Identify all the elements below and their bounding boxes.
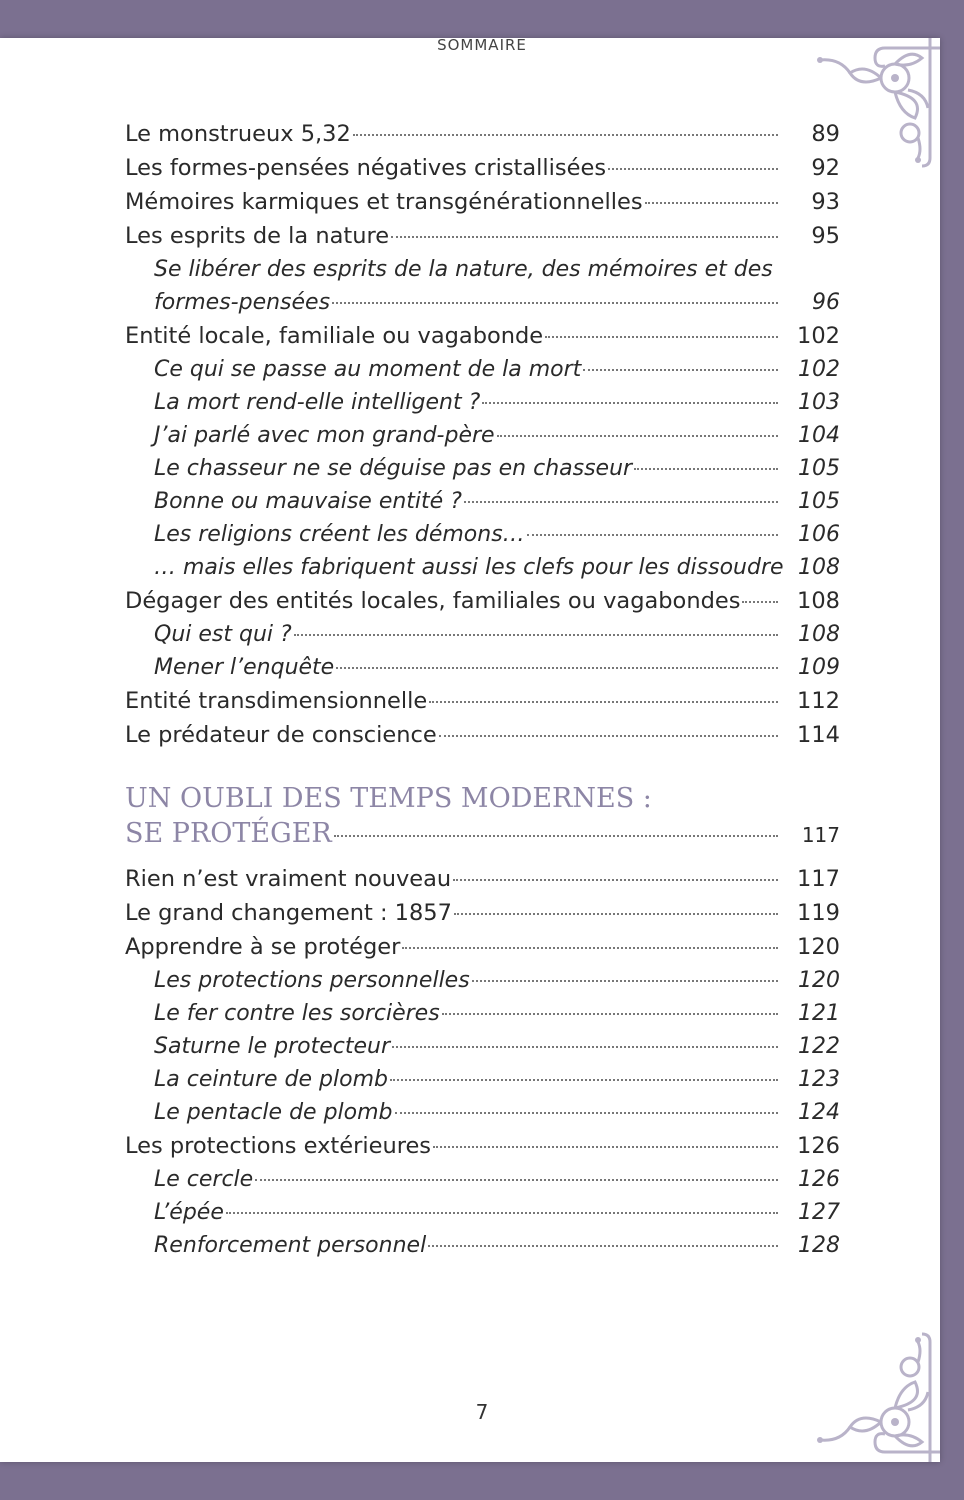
toc-entry-page: 108 — [798, 555, 840, 580]
toc-entry-title: Dégager des entités locales, familiales ou vagabondes — [125, 588, 741, 614]
toc-entry-page: 124 — [798, 1100, 840, 1125]
table-of-contents — [125, 117, 840, 1262]
toc-entry-page: 127 — [798, 1200, 840, 1225]
dot-leader — [472, 980, 778, 982]
dot-leader — [583, 369, 778, 371]
toc-entry-page: 89 — [811, 121, 840, 147]
dot-leader — [402, 947, 778, 949]
toc-entry-title: J’ai parlé avec mon grand-père — [154, 423, 495, 448]
toc-entry-title: Le grand changement : 1857 — [125, 900, 452, 926]
toc-entry-page: 119 — [797, 900, 840, 926]
toc-entry — [125, 684, 840, 718]
part-heading — [125, 782, 840, 852]
toc-entry — [125, 518, 840, 551]
toc-entry-page: 105 — [798, 489, 840, 514]
toc-entry-title: Mener l’enquête — [154, 655, 335, 680]
toc-entry-page: 126 — [798, 1167, 840, 1192]
toc-entry-page: 102 — [798, 357, 840, 382]
toc-entry-title: Le monstrueux 5,32 — [125, 121, 351, 147]
dot-leader — [429, 701, 778, 703]
toc-entry — [125, 651, 840, 684]
toc-entry-page: 109 — [798, 655, 840, 680]
dot-leader — [634, 468, 778, 470]
dot-leader — [334, 835, 778, 837]
dot-leader — [608, 168, 778, 170]
toc-entry — [125, 551, 840, 584]
toc-entry-title: Bonne ou mauvaise entité ? — [154, 489, 462, 514]
toc-entry — [125, 1063, 840, 1096]
toc-entry-page: 114 — [797, 722, 840, 748]
toc-entry-title: Les religions créent les démons… — [154, 522, 525, 547]
dot-leader — [332, 302, 778, 304]
toc-entry — [125, 485, 840, 518]
page-number: 7 — [475, 1400, 489, 1424]
toc-entry-title: … mais elles fabriquent aussi les clefs pour les dissoudre — [154, 555, 784, 580]
dot-leader — [433, 1146, 778, 1148]
toc-entry — [125, 452, 840, 485]
toc-entry-page: 126 — [797, 1133, 840, 1159]
toc-entry-title: L’épée — [154, 1200, 224, 1225]
dot-leader — [294, 634, 778, 636]
toc-entry — [125, 1030, 840, 1063]
dot-leader — [390, 1079, 778, 1081]
toc-entry — [125, 997, 840, 1030]
part-heading-line: UN OUBLI DES TEMPS MODERNES : — [125, 783, 652, 814]
toc-entry — [125, 618, 840, 651]
toc-entry — [125, 151, 840, 185]
toc-entry — [125, 185, 840, 219]
dot-leader — [454, 913, 778, 915]
dot-leader — [453, 879, 778, 881]
dot-leader — [497, 435, 778, 437]
toc-entry-title: Entité locale, familiale ou vagabonde — [125, 323, 544, 349]
toc-entry — [125, 286, 840, 319]
dot-leader — [392, 1046, 778, 1048]
toc-entry-title: Apprendre à se protéger — [125, 934, 401, 960]
dot-leader — [336, 667, 778, 669]
toc-entry-page: 108 — [798, 622, 840, 647]
toc-entry-page: 122 — [798, 1034, 840, 1059]
toc-entry-title: Qui est qui ? — [154, 622, 292, 647]
toc-entry — [125, 862, 840, 896]
toc-entry-page: 92 — [811, 155, 840, 181]
toc-entry-page: 93 — [811, 189, 840, 215]
toc-entry-page: 95 — [811, 223, 840, 249]
toc-entry-title: Les formes-pensées négatives cristallisées — [125, 155, 607, 181]
toc-entry-page: 121 — [798, 1001, 840, 1026]
dot-leader — [742, 601, 778, 603]
toc-entry — [125, 1163, 840, 1196]
running-head: SOMMAIRE — [437, 36, 527, 54]
dot-leader — [482, 402, 778, 404]
toc-entry — [125, 896, 840, 930]
toc-entry-page: 105 — [798, 456, 840, 481]
toc-entry — [125, 353, 840, 386]
dot-leader — [545, 336, 778, 338]
toc-entry — [125, 1196, 840, 1229]
toc-group — [125, 319, 840, 752]
toc-entry — [125, 1229, 840, 1262]
toc-entry-page: 104 — [798, 423, 840, 448]
toc-entry-title: Rien n’est vraiment nouveau — [125, 866, 452, 892]
toc-entry — [125, 584, 840, 618]
toc-group — [125, 862, 840, 1262]
toc-entry-title: Ce qui se passe au moment de la mort — [154, 357, 582, 382]
toc-entry-page: 120 — [797, 934, 840, 960]
toc-entry — [125, 1096, 840, 1129]
toc-entry-title: Le pentacle de plomb — [154, 1100, 393, 1125]
toc-entry-line: Se libérer des esprits de la nature, des mémoires et des — [154, 257, 773, 282]
dot-leader — [428, 1245, 778, 1247]
toc-group — [125, 117, 840, 253]
toc-entry-title: Mémoires karmiques et transgénérationnelles — [125, 189, 643, 215]
toc-entry-page: 128 — [798, 1233, 840, 1258]
toc-entry — [125, 816, 840, 852]
toc-entry-page: 120 — [798, 968, 840, 993]
dot-leader — [527, 534, 778, 536]
toc-entry-title: Les protections extérieures — [125, 1133, 432, 1159]
toc-entry-title: Le prédateur de conscience — [125, 722, 437, 748]
toc-entry-page: 102 — [797, 323, 840, 349]
toc-entry — [125, 386, 840, 419]
toc-entry-page: 96 — [812, 290, 840, 315]
dot-leader — [645, 202, 778, 204]
toc-entry — [125, 964, 840, 997]
toc-entry-page: 103 — [798, 390, 840, 415]
toc-entry — [125, 718, 840, 752]
dot-leader — [391, 236, 778, 238]
toc-entry-title: Saturne le protecteur — [154, 1034, 391, 1059]
filigree-corner-ornament-icon — [790, 1332, 940, 1462]
dot-leader — [439, 735, 778, 737]
toc-entry-page: 123 — [798, 1067, 840, 1092]
dot-leader — [353, 134, 778, 136]
toc-entry-title: Entité transdimensionnelle — [125, 688, 428, 714]
toc-entry-title: formes-pensées — [154, 290, 331, 315]
dot-leader — [464, 501, 778, 503]
toc-entry-page: 106 — [798, 522, 840, 547]
toc-entry-title: Le chasseur ne se déguise pas en chasseur — [154, 456, 633, 481]
toc-entry — [125, 419, 840, 452]
dot-leader — [226, 1212, 778, 1214]
dot-leader — [255, 1179, 778, 1181]
toc-entry-title: Renforcement personnel — [154, 1233, 427, 1258]
toc-entry-page: 112 — [797, 688, 840, 714]
toc-entry-page: 108 — [797, 588, 840, 614]
toc-entry-title: Le cercle — [154, 1167, 254, 1192]
toc-entry-title: Le fer contre les sorcières — [154, 1001, 440, 1026]
toc-entry-title: La ceinture de plomb — [154, 1067, 388, 1092]
toc-entry — [125, 219, 840, 253]
dot-leader — [442, 1013, 778, 1015]
toc-entry — [125, 930, 840, 964]
part-heading-title: SE PROTÉGER — [125, 818, 332, 849]
toc-entry-title: Les protections personnelles — [154, 968, 470, 993]
toc-entry — [125, 319, 840, 353]
toc-entry-page: 117 — [797, 866, 840, 892]
dot-leader — [395, 1112, 779, 1114]
toc-entry-title: La mort rend-elle intelligent ? — [154, 390, 481, 415]
toc-entry-page: 117 — [801, 823, 840, 847]
toc-entry-title: Les esprits de la nature — [125, 223, 390, 249]
toc-entry — [125, 117, 840, 151]
toc-entry — [125, 1129, 840, 1163]
